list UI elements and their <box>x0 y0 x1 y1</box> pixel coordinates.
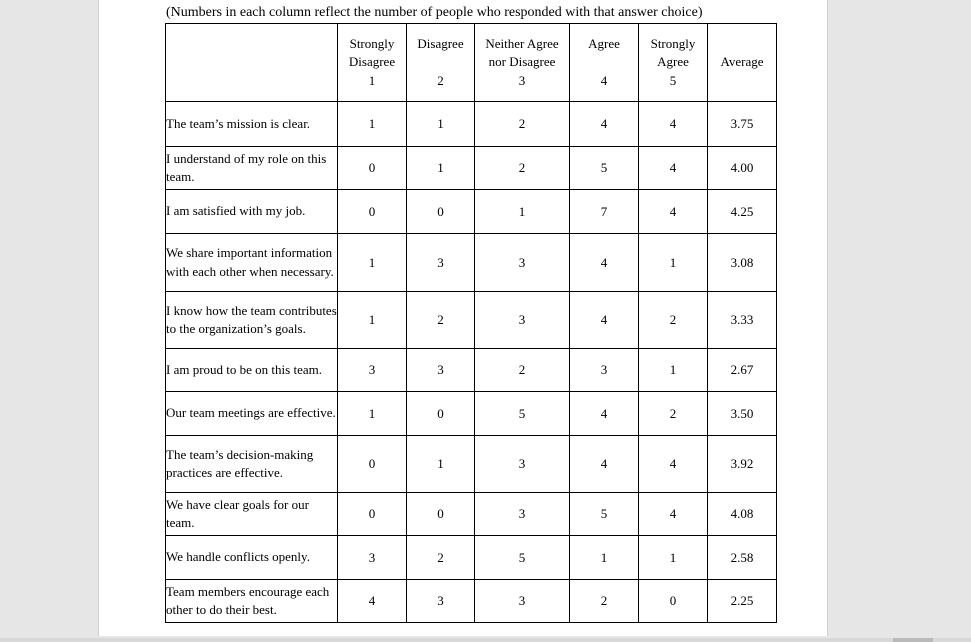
count-neither: 3 <box>475 234 570 292</box>
header-strongly-disagree: Strongly Disagree 1 <box>338 24 407 102</box>
count-strongly-disagree: 1 <box>338 234 407 292</box>
count-neither: 2 <box>475 147 570 190</box>
count-disagree: 0 <box>407 392 475 436</box>
count-strongly-disagree: 0 <box>338 436 407 493</box>
count-disagree: 2 <box>407 536 475 580</box>
count-disagree: 0 <box>407 190 475 234</box>
table-row <box>166 190 777 234</box>
count-disagree: 1 <box>407 436 475 493</box>
count-neither: 2 <box>475 349 570 392</box>
average-cell: 3.75 <box>708 102 777 147</box>
count-neither: 5 <box>475 392 570 436</box>
count-disagree: 1 <box>407 102 475 147</box>
count-neither: 3 <box>475 580 570 623</box>
table-row <box>166 436 777 493</box>
count-agree: 3 <box>570 349 639 392</box>
table-row <box>166 292 777 349</box>
horizontal-scrollbar[interactable] <box>0 638 971 642</box>
header-disagree: Disagree 2 <box>407 24 475 102</box>
statement-cell: Our team meetings are effective. <box>166 392 338 436</box>
table-row <box>166 392 777 436</box>
count-neither: 1 <box>475 190 570 234</box>
table-row <box>166 536 777 580</box>
survey-results-table <box>165 23 777 623</box>
statement-cell: The team’s mission is clear. <box>166 102 338 147</box>
count-strongly-agree: 4 <box>639 493 708 536</box>
count-strongly-disagree: 0 <box>338 190 407 234</box>
table-caption: (Numbers in each column reflect the number of people who responded with that answer choice) <box>166 5 703 20</box>
average-cell: 4.00 <box>708 147 777 190</box>
statement-cell: I understand of my role on this team. <box>166 147 338 190</box>
count-strongly-agree: 1 <box>639 536 708 580</box>
header-statement-cell <box>166 24 338 102</box>
average-cell: 4.08 <box>708 493 777 536</box>
count-strongly-disagree: 3 <box>338 536 407 580</box>
count-strongly-agree: 4 <box>639 147 708 190</box>
count-agree: 4 <box>570 392 639 436</box>
header-neither: Neither Agree nor Disagree 3 <box>475 24 570 102</box>
count-disagree: 3 <box>407 234 475 292</box>
count-strongly-agree: 4 <box>639 102 708 147</box>
count-strongly-disagree: 4 <box>338 580 407 623</box>
average-cell: 4.25 <box>708 190 777 234</box>
average-cell: 3.08 <box>708 234 777 292</box>
count-disagree: 3 <box>407 580 475 623</box>
count-strongly-agree: 1 <box>639 234 708 292</box>
average-cell: 3.33 <box>708 292 777 349</box>
statement-cell: I know how the team contributes to the organization’s goals. <box>166 292 338 349</box>
count-disagree: 0 <box>407 493 475 536</box>
count-strongly-agree: 0 <box>639 580 708 623</box>
table-header-row <box>166 24 777 102</box>
count-neither: 3 <box>475 436 570 493</box>
count-strongly-disagree: 1 <box>338 392 407 436</box>
header-agree: Agree 4 <box>570 24 639 102</box>
table-row <box>166 147 777 190</box>
count-strongly-disagree: 3 <box>338 349 407 392</box>
count-agree: 4 <box>570 292 639 349</box>
count-agree: 4 <box>570 234 639 292</box>
count-neither: 2 <box>475 102 570 147</box>
table-row <box>166 349 777 392</box>
statement-cell: I am satisfied with my job. <box>166 190 338 234</box>
count-agree: 2 <box>570 580 639 623</box>
count-agree: 5 <box>570 493 639 536</box>
count-agree: 4 <box>570 436 639 493</box>
average-cell: 2.25 <box>708 580 777 623</box>
count-strongly-agree: 4 <box>639 436 708 493</box>
count-disagree: 2 <box>407 292 475 349</box>
statement-cell: We handle conflicts openly. <box>166 536 338 580</box>
count-strongly-disagree: 0 <box>338 493 407 536</box>
average-cell: 2.67 <box>708 349 777 392</box>
count-disagree: 1 <box>407 147 475 190</box>
count-strongly-agree: 2 <box>639 392 708 436</box>
header-average: Average <box>708 24 777 102</box>
statement-cell: The team’s decision-making practices are effective. <box>166 436 338 493</box>
statement-cell: I am proud to be on this team. <box>166 349 338 392</box>
table-row <box>166 102 777 147</box>
count-agree: 5 <box>570 147 639 190</box>
count-strongly-agree: 2 <box>639 292 708 349</box>
count-strongly-agree: 4 <box>639 190 708 234</box>
average-cell: 2.58 <box>708 536 777 580</box>
table-row <box>166 234 777 292</box>
statement-cell: We have clear goals for our team. <box>166 493 338 536</box>
statement-cell: We share important information with each other when necessary. <box>166 234 338 292</box>
count-neither: 3 <box>475 493 570 536</box>
table-row <box>166 580 777 623</box>
count-disagree: 3 <box>407 349 475 392</box>
count-agree: 7 <box>570 190 639 234</box>
scrollbar-thumb[interactable] <box>893 638 933 642</box>
average-cell: 3.50 <box>708 392 777 436</box>
statement-cell: Team members encourage each other to do their best. <box>166 580 338 623</box>
count-strongly-disagree: 0 <box>338 147 407 190</box>
average-cell: 3.92 <box>708 436 777 493</box>
header-strongly-agree: Strongly Agree 5 <box>639 24 708 102</box>
count-neither: 3 <box>475 292 570 349</box>
count-agree: 1 <box>570 536 639 580</box>
count-strongly-agree: 1 <box>639 349 708 392</box>
count-neither: 5 <box>475 536 570 580</box>
table-row <box>166 493 777 536</box>
count-strongly-disagree: 1 <box>338 102 407 147</box>
count-agree: 4 <box>570 102 639 147</box>
count-strongly-disagree: 1 <box>338 292 407 349</box>
